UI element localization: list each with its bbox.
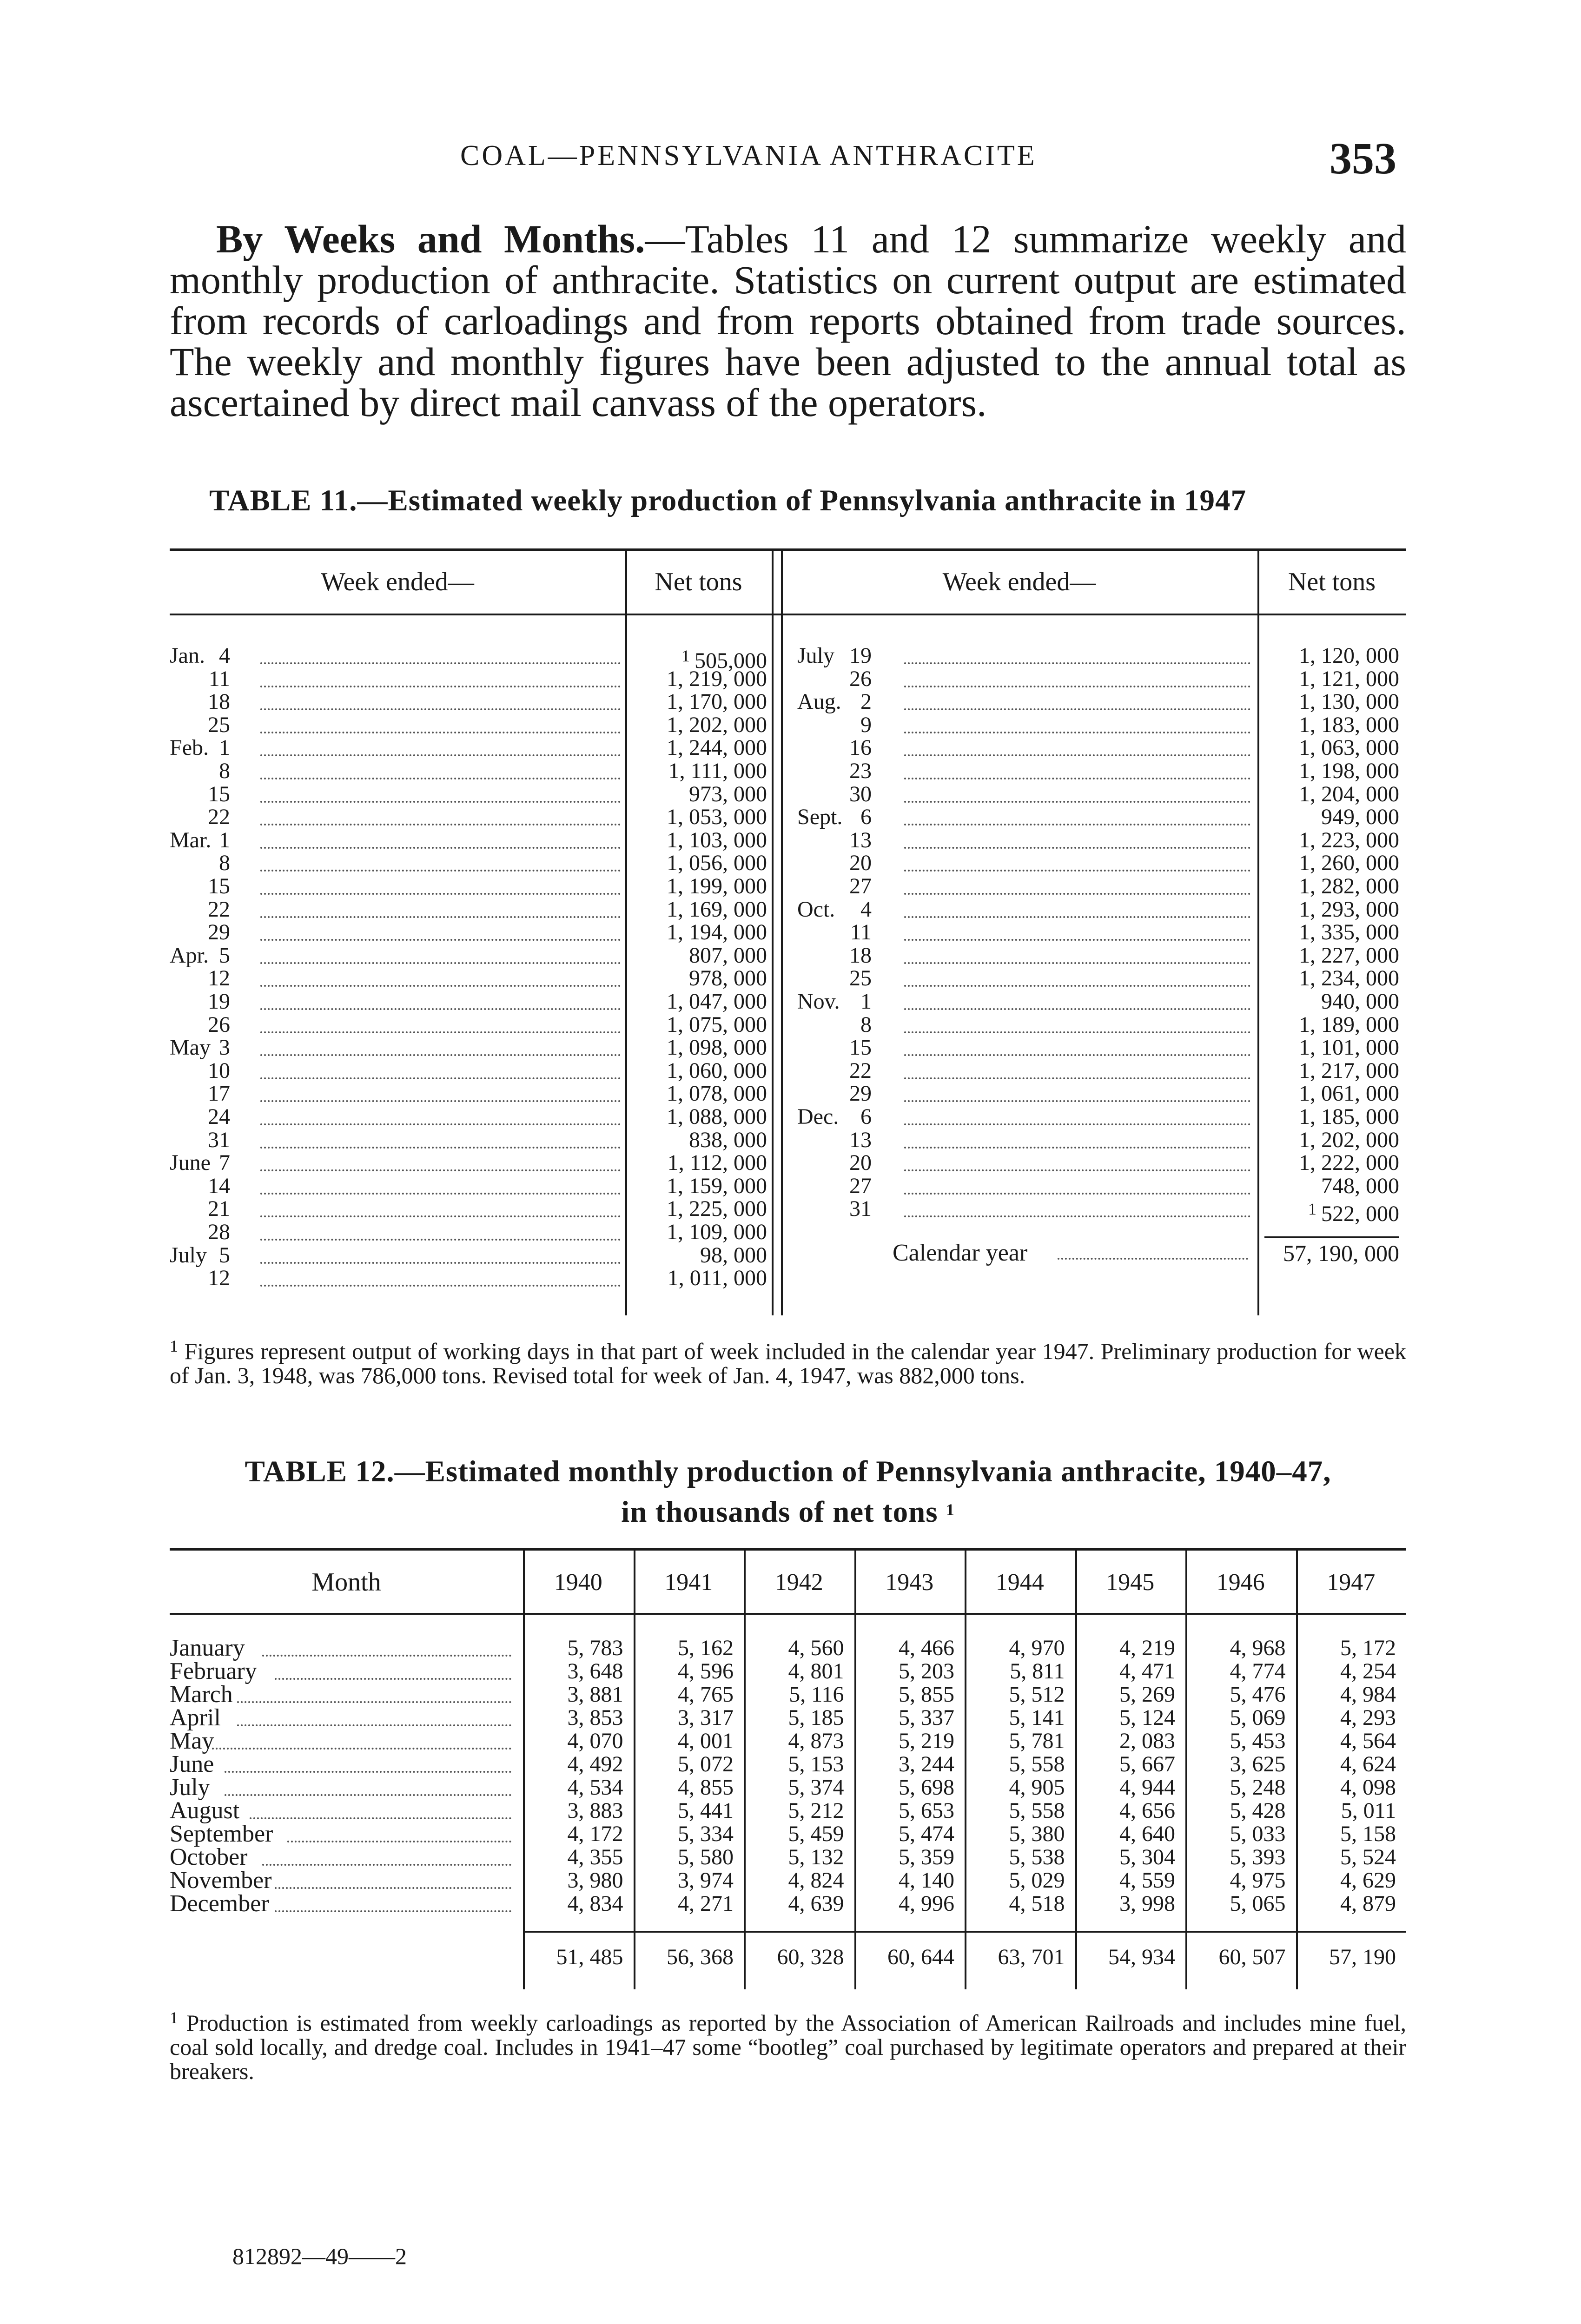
week-day: 29	[849, 1081, 872, 1106]
table12-cell: 5, 428	[1230, 1798, 1286, 1823]
table12-footnote-text: Production is estimated from weekly carloadings as reported by the Association of American Railroads and includes mine fuel, coal sold locally, and dredge coal. Includes in 1941–47 some “bootleg” coal purchased by legitimate operators and prepared at their breakers.	[170, 2010, 1407, 2084]
week-day: 31	[849, 1196, 872, 1221]
table12-cell: 4, 518	[1009, 1891, 1065, 1916]
week-tons-value: 838, 000	[689, 1127, 767, 1152]
month-label: April	[170, 1704, 221, 1731]
table12-year-header: 1947	[1327, 1569, 1376, 1596]
table12-cell: 2, 083	[1119, 1729, 1175, 1753]
table12-cell: 5, 065	[1230, 1891, 1286, 1916]
week-tons-value: 1, 088, 000	[667, 1104, 767, 1129]
table12-cell: 5, 441	[678, 1798, 734, 1823]
table12-cell: 3, 648	[567, 1659, 623, 1684]
leader-dots	[237, 1724, 511, 1726]
table12-cell: 5, 033	[1230, 1822, 1286, 1846]
week-tons-value: 1, 260, 000	[1299, 851, 1399, 876]
week-tons-value: 1, 199, 000	[667, 874, 767, 898]
table12-cell: 5, 476	[1230, 1682, 1286, 1707]
leader-dots	[262, 1655, 511, 1657]
table12-year-header: 1945	[1106, 1569, 1155, 1596]
footnote-marker: 1	[170, 1337, 178, 1355]
week-month: June	[170, 1150, 211, 1175]
week-tons-value: 522, 000	[1321, 1202, 1399, 1227]
table12-cell: 5, 380	[1009, 1822, 1065, 1846]
week-day: 18	[208, 689, 230, 714]
week-tons-value: 1, 109, 000	[667, 1220, 767, 1244]
table12-cell: 4, 564	[1340, 1729, 1396, 1753]
table12-caption-line1: TABLE 12.—Estimated monthly production of Pennsylvania anthracite, 1940–47,	[245, 1455, 1331, 1488]
week-day: 12	[208, 966, 230, 991]
week-tons-value: 949, 000	[1321, 805, 1399, 830]
table12-cell: 5, 359	[899, 1845, 954, 1869]
table12-caption-line2: in thousands of net tons	[621, 1495, 938, 1529]
table12-cell: 4, 996	[899, 1891, 954, 1916]
week-tons-value: 1, 078, 000	[667, 1081, 767, 1106]
table12-cell: 4, 560	[788, 1636, 844, 1660]
week-tons-value: 1, 225, 000	[667, 1196, 767, 1221]
week-day: 6	[860, 1104, 872, 1129]
week-tons-value: 1, 282, 000	[1299, 874, 1399, 898]
week-tons-value: 1, 202, 000	[667, 712, 767, 737]
week-day: 25	[208, 712, 230, 737]
week-month: Mar.	[170, 827, 212, 852]
table12-cell: 4, 640	[1119, 1822, 1175, 1846]
month-label: September	[170, 1821, 273, 1847]
leader-dots	[262, 1864, 511, 1866]
week-day: 18	[849, 943, 872, 968]
table12-cell: 3, 853	[567, 1705, 623, 1730]
table12-cell: 3, 625	[1230, 1752, 1286, 1776]
week-day: 12	[208, 1266, 230, 1291]
table12-cell: 3, 244	[899, 1752, 954, 1776]
week-tons-value: 1, 293, 000	[1299, 897, 1399, 922]
table12-cell: 4, 968	[1230, 1636, 1286, 1660]
table11-footnote-text: Figures represent output of working days in that part of week included in the calendar year 1947. Preliminary production for week of Jan. 3, 1948, was 786,000 tons. Revised total for week of Jan. 4, 1947, was 882,000 tons.	[170, 1338, 1407, 1388]
week-day: 22	[208, 897, 230, 922]
week-day: 23	[849, 759, 872, 783]
month-label: February	[170, 1658, 257, 1684]
week-day: 21	[208, 1196, 230, 1221]
table12-footnote	[170, 2006, 1406, 2083]
table11-col-tons: Net tons	[655, 568, 742, 596]
table12-cell: 5, 172	[1340, 1636, 1396, 1660]
week-month: Sept.	[797, 805, 843, 830]
week-tons-value: 1, 227, 000	[1299, 943, 1399, 968]
month-label: March	[170, 1681, 233, 1708]
month-label: November	[170, 1867, 272, 1894]
week-tons-value: 1, 194, 000	[667, 920, 767, 945]
table12-cell: 5, 580	[678, 1845, 734, 1869]
week-day: 24	[208, 1104, 230, 1129]
week-day: 10	[208, 1058, 230, 1083]
leader-dots	[250, 1817, 511, 1819]
table12-head-rule	[170, 1613, 1406, 1615]
table12-cell: 5, 269	[1119, 1682, 1175, 1707]
month-label: June	[170, 1751, 214, 1777]
table12-cell: 4, 639	[788, 1891, 844, 1916]
table12-cell: 3, 980	[567, 1868, 623, 1893]
leader-dots	[275, 1887, 511, 1889]
week-tons-value: 1, 189, 000	[1299, 1012, 1399, 1037]
week-day: 4	[860, 897, 872, 922]
table12-cell: 4, 765	[678, 1682, 734, 1707]
table12-total: 54, 934	[1108, 1945, 1175, 1969]
table12-cell: 5, 029	[1009, 1868, 1065, 1893]
week-day: 1	[219, 827, 230, 852]
table12-cell: 4, 944	[1119, 1775, 1175, 1800]
table12-cell: 4, 172	[567, 1822, 623, 1846]
table12-year-header: 1942	[774, 1569, 823, 1596]
leader-dots	[275, 1910, 511, 1912]
page-number: 353	[1330, 133, 1396, 183]
week-month: Jan.	[170, 643, 205, 668]
table12-cell: 4, 879	[1340, 1891, 1396, 1916]
table12-cell: 4, 559	[1119, 1868, 1175, 1893]
month-label: July	[170, 1774, 210, 1801]
week-tons-value: 1, 204, 000	[1299, 781, 1399, 806]
table12-cell: 4, 293	[1340, 1705, 1396, 1730]
week-day: 30	[849, 781, 872, 806]
table12-cell: 5, 337	[899, 1705, 954, 1730]
table11-col-week: Week ended—	[942, 568, 1096, 596]
week-tons-value: 978, 000	[689, 966, 767, 991]
table12-cell: 4, 855	[678, 1775, 734, 1800]
table12-cell: 5, 374	[788, 1775, 844, 1800]
table12-cell: 4, 970	[1009, 1636, 1065, 1660]
table12-cell: 4, 984	[1340, 1682, 1396, 1707]
week-day: 15	[208, 874, 230, 898]
week-tons-value: 1, 053, 000	[667, 805, 767, 830]
calendar-year-label: Calendar year	[893, 1240, 1028, 1266]
table12-cell: 3, 998	[1119, 1891, 1175, 1916]
intro-lead: By Weeks and Months.	[216, 217, 645, 261]
leader-dots	[212, 1748, 511, 1750]
table12-year-header: 1941	[664, 1569, 713, 1596]
week-tons-value: 1, 185, 000	[1299, 1104, 1399, 1129]
table12-cell: 5, 334	[678, 1822, 734, 1846]
intro-text: —Tables 11 and 12 summarize weekly and monthly production of anthracite. Statistics on current output are estimated from records of carloadings and from reports obtained from trade sources. The weekly and monthly figures have been adjusted to the annual total as ascertained by direct mail canvass of the operators.	[170, 217, 1407, 425]
table12-cell: 4, 492	[567, 1752, 623, 1776]
table12-cell: 5, 153	[788, 1752, 844, 1776]
month-label: December	[170, 1890, 269, 1917]
week-day: 25	[849, 966, 872, 991]
table12-cell: 5, 141	[1009, 1705, 1065, 1730]
week-day: 8	[219, 851, 230, 876]
table12-cell: 5, 393	[1230, 1845, 1286, 1869]
table12-cell: 5, 124	[1119, 1705, 1175, 1730]
table12-cell: 4, 534	[567, 1775, 623, 1800]
week-day: 19	[849, 643, 872, 668]
week-day: 15	[849, 1035, 872, 1060]
table12-year-header: 1944	[995, 1569, 1044, 1596]
week-tons-value: 807, 000	[689, 943, 767, 968]
table12-cell: 4, 254	[1340, 1659, 1396, 1684]
table12-cell: 5, 667	[1119, 1752, 1175, 1776]
table12-cell: 5, 203	[899, 1659, 954, 1684]
table12-cell: 3, 974	[678, 1868, 734, 1893]
table12-cell: 5, 524	[1340, 1845, 1396, 1869]
table12-cell: 5, 219	[899, 1729, 954, 1753]
table12-cell: 4, 001	[678, 1729, 734, 1753]
week-day: 15	[208, 781, 230, 806]
calendar-year-total: 57, 190, 000	[1283, 1240, 1399, 1266]
table12-total: 60, 644	[887, 1945, 954, 1969]
week-tons-value: 1, 098, 000	[667, 1035, 767, 1060]
week-month: Feb.	[170, 735, 209, 760]
footnote-marker: 1	[170, 2008, 178, 2027]
table12-total: 63, 701	[998, 1945, 1065, 1969]
week-month: Apr.	[170, 943, 209, 968]
table12-cell: 4, 624	[1340, 1752, 1396, 1776]
week-tons-value: 1, 121, 000	[1299, 666, 1399, 691]
week-day: 22	[208, 805, 230, 830]
leader-dots	[225, 1794, 511, 1796]
table12-cell: 5, 811	[1010, 1659, 1065, 1684]
week-day: 11	[208, 666, 230, 691]
week-day: 26	[208, 1012, 230, 1037]
week-tons-value: 973, 000	[689, 781, 767, 806]
table12-total: 60, 328	[777, 1945, 844, 1969]
table12-cell: 3, 881	[567, 1682, 623, 1707]
table12-total: 51, 485	[556, 1945, 623, 1969]
table12-year-header: 1943	[885, 1569, 934, 1596]
table12-cell: 4, 834	[567, 1891, 623, 1916]
table11-col-tons: Net tons	[1288, 568, 1376, 596]
table12-cell: 4, 070	[567, 1729, 623, 1753]
week-day: 9	[860, 712, 872, 737]
week-tons-value: 1, 234, 000	[1299, 966, 1399, 991]
week-tons-value: 940, 000	[1321, 989, 1399, 1014]
table12-total: 57, 190	[1329, 1945, 1396, 1969]
table12-cell: 3, 317	[678, 1705, 734, 1730]
week-day: 31	[208, 1127, 230, 1152]
table12-cell: 4, 824	[788, 1868, 844, 1893]
week-tons-value: 1, 047, 000	[667, 989, 767, 1014]
week-day: 6	[860, 805, 872, 830]
footnote-marker: 1	[1308, 1200, 1316, 1219]
week-tons-value: 1, 111, 000	[668, 759, 767, 783]
week-month: Aug.	[797, 689, 841, 714]
week-tons-value: 1, 011, 000	[667, 1266, 767, 1291]
table12-cell: 4, 774	[1230, 1659, 1286, 1684]
week-tons-value: 1, 061, 000	[1299, 1081, 1399, 1106]
week-tons-value: 1, 223, 000	[1299, 827, 1399, 852]
leader-dots	[275, 1678, 511, 1680]
table12-cell: 3, 883	[567, 1798, 623, 1823]
week-tons-value: 748, 000	[1321, 1173, 1399, 1198]
week-day: 7	[219, 1150, 230, 1175]
week-month: Nov.	[797, 989, 840, 1014]
week-tons-value: 1, 183, 000	[1299, 712, 1399, 737]
table12-cell: 5, 538	[1009, 1845, 1065, 1869]
table12-cell: 4, 355	[567, 1845, 623, 1869]
table12-year-header: 1940	[554, 1569, 602, 1596]
week-day: 20	[849, 851, 872, 876]
week-tons-value: 1, 244, 000	[667, 735, 767, 760]
table12-cell: 4, 271	[678, 1891, 734, 1916]
week-tons-value: 1, 202, 000	[1299, 1127, 1399, 1152]
month-label: August	[170, 1797, 240, 1824]
table12-cell: 4, 140	[899, 1868, 954, 1893]
week-day: 19	[208, 989, 230, 1014]
table12-cell: 4, 466	[899, 1636, 954, 1660]
week-tons-value: 1, 112, 000	[667, 1150, 767, 1175]
week-tons-value: 1, 335, 000	[1299, 920, 1399, 945]
table12-cell: 5, 558	[1009, 1752, 1065, 1776]
week-tons-value: 1, 159, 000	[667, 1173, 767, 1198]
table12-cell: 4, 219	[1119, 1636, 1175, 1660]
leader-dots	[237, 1701, 511, 1703]
week-tons-value: 1, 217, 000	[1299, 1058, 1399, 1083]
table12-cell: 5, 781	[1009, 1729, 1065, 1753]
table12-cell: 5, 304	[1119, 1845, 1175, 1869]
week-day: 13	[849, 827, 872, 852]
week-day: 2	[860, 689, 872, 714]
table12-cell: 5, 069	[1230, 1705, 1286, 1730]
table12-top-rule	[170, 1548, 1406, 1551]
week-tons-value: 1, 130, 000	[1299, 689, 1399, 714]
week-day: 28	[208, 1220, 230, 1244]
table12-cell: 4, 629	[1340, 1868, 1396, 1893]
week-day: 26	[849, 666, 872, 691]
table12-total: 56, 368	[667, 1945, 734, 1969]
table12-cell: 5, 162	[678, 1636, 734, 1660]
week-month: Oct.	[797, 897, 835, 922]
table12-cell: 5, 558	[1009, 1798, 1065, 1823]
table12-cell: 5, 116	[789, 1682, 844, 1707]
week-tons-value: 1, 120, 000	[1299, 643, 1399, 668]
week-tons-value: 505,000	[695, 648, 767, 673]
month-label: January	[170, 1635, 245, 1661]
table12-cell: 5, 212	[788, 1798, 844, 1823]
table12-cell: 5, 855	[899, 1682, 954, 1707]
table12-cell: 4, 905	[1009, 1775, 1065, 1800]
table11-caption: TABLE 11.—Estimated weekly production of Pennsylvania anthracite in 1947	[209, 484, 1246, 517]
table12-cell: 5, 783	[567, 1636, 623, 1660]
week-tons-value: 1, 219, 000	[667, 666, 767, 691]
week-day: 22	[849, 1058, 872, 1083]
table12-cell: 5, 158	[1340, 1822, 1396, 1846]
table12-cell: 4, 471	[1119, 1659, 1175, 1684]
table12-cell: 5, 512	[1009, 1682, 1065, 1707]
table11-col-week: Week ended—	[321, 568, 474, 596]
table12-cell: 4, 873	[788, 1729, 844, 1753]
week-day: 27	[849, 1173, 872, 1198]
table12-cell: 4, 656	[1119, 1798, 1175, 1823]
table12-cell: 4, 596	[678, 1659, 734, 1684]
week-tons-value: 1, 170, 000	[667, 689, 767, 714]
week-day: 4	[219, 643, 230, 668]
table12-cell: 5, 185	[788, 1705, 844, 1730]
caption-footnote-marker: 1	[946, 1500, 955, 1519]
week-month: May	[170, 1035, 211, 1060]
leader-dots	[287, 1841, 511, 1842]
table12-cell: 5, 474	[899, 1822, 954, 1846]
week-tons-value: 1, 222, 000	[1299, 1150, 1399, 1175]
table12-cell: 5, 698	[899, 1775, 954, 1800]
week-day: 1	[860, 989, 872, 1014]
week-month: July	[797, 643, 835, 668]
month-label: October	[170, 1844, 248, 1870]
month-label: May	[170, 1728, 214, 1754]
week-month: July	[170, 1242, 207, 1268]
table12-cell: 5, 459	[788, 1822, 844, 1846]
week-tons-value: 1, 101, 000	[1299, 1035, 1399, 1060]
week-tons-value: 1, 060, 000	[667, 1058, 767, 1083]
table12-total: 60, 507	[1218, 1945, 1286, 1969]
running-title: COAL—PENNSYLVANIA ANTHRACITE	[460, 140, 1037, 172]
table12-cell: 5, 072	[678, 1752, 734, 1776]
print-imprint: 812892—49——2	[232, 2243, 407, 2269]
week-day: 17	[208, 1081, 230, 1106]
week-tons-value: 1, 063, 000	[1299, 735, 1399, 760]
table12-cell: 5, 453	[1230, 1729, 1286, 1753]
week-tons-value: 1, 075, 000	[667, 1012, 767, 1037]
footnote-marker: 1	[681, 647, 690, 665]
week-tons-value: 1, 198, 000	[1299, 759, 1399, 783]
week-day: 13	[849, 1127, 872, 1152]
table12-cell: 4, 975	[1230, 1868, 1286, 1893]
week-day: 27	[849, 874, 872, 898]
week-tons-value: 1, 169, 000	[667, 897, 767, 922]
table12-col-month: Month	[311, 1568, 381, 1597]
table12-cell: 5, 248	[1230, 1775, 1286, 1800]
week-day: 1	[219, 735, 230, 760]
week-tons-value: 1, 056, 000	[667, 851, 767, 876]
week-day: 16	[849, 735, 872, 760]
table12-cell: 5, 011	[1341, 1798, 1396, 1823]
table12-cell: 5, 653	[899, 1798, 954, 1823]
week-day: 20	[849, 1150, 872, 1175]
table12-year-header: 1946	[1216, 1569, 1265, 1596]
week-day: 29	[208, 920, 230, 945]
week-day: 8	[860, 1012, 872, 1037]
week-day: 11	[850, 920, 872, 945]
week-day: 8	[219, 759, 230, 783]
table12-cell: 4, 801	[788, 1659, 844, 1684]
week-tons-value: 98, 000	[700, 1242, 767, 1268]
table12-cell: 4, 098	[1340, 1775, 1396, 1800]
week-day: 5	[219, 943, 230, 968]
week-day: 5	[219, 1242, 230, 1268]
week-day: 3	[219, 1035, 230, 1060]
table12-cell: 5, 132	[788, 1845, 844, 1869]
week-month: Dec.	[797, 1104, 839, 1129]
leader-dots	[225, 1771, 511, 1773]
week-day: 14	[208, 1173, 230, 1198]
week-tons-value: 1, 103, 000	[667, 827, 767, 852]
